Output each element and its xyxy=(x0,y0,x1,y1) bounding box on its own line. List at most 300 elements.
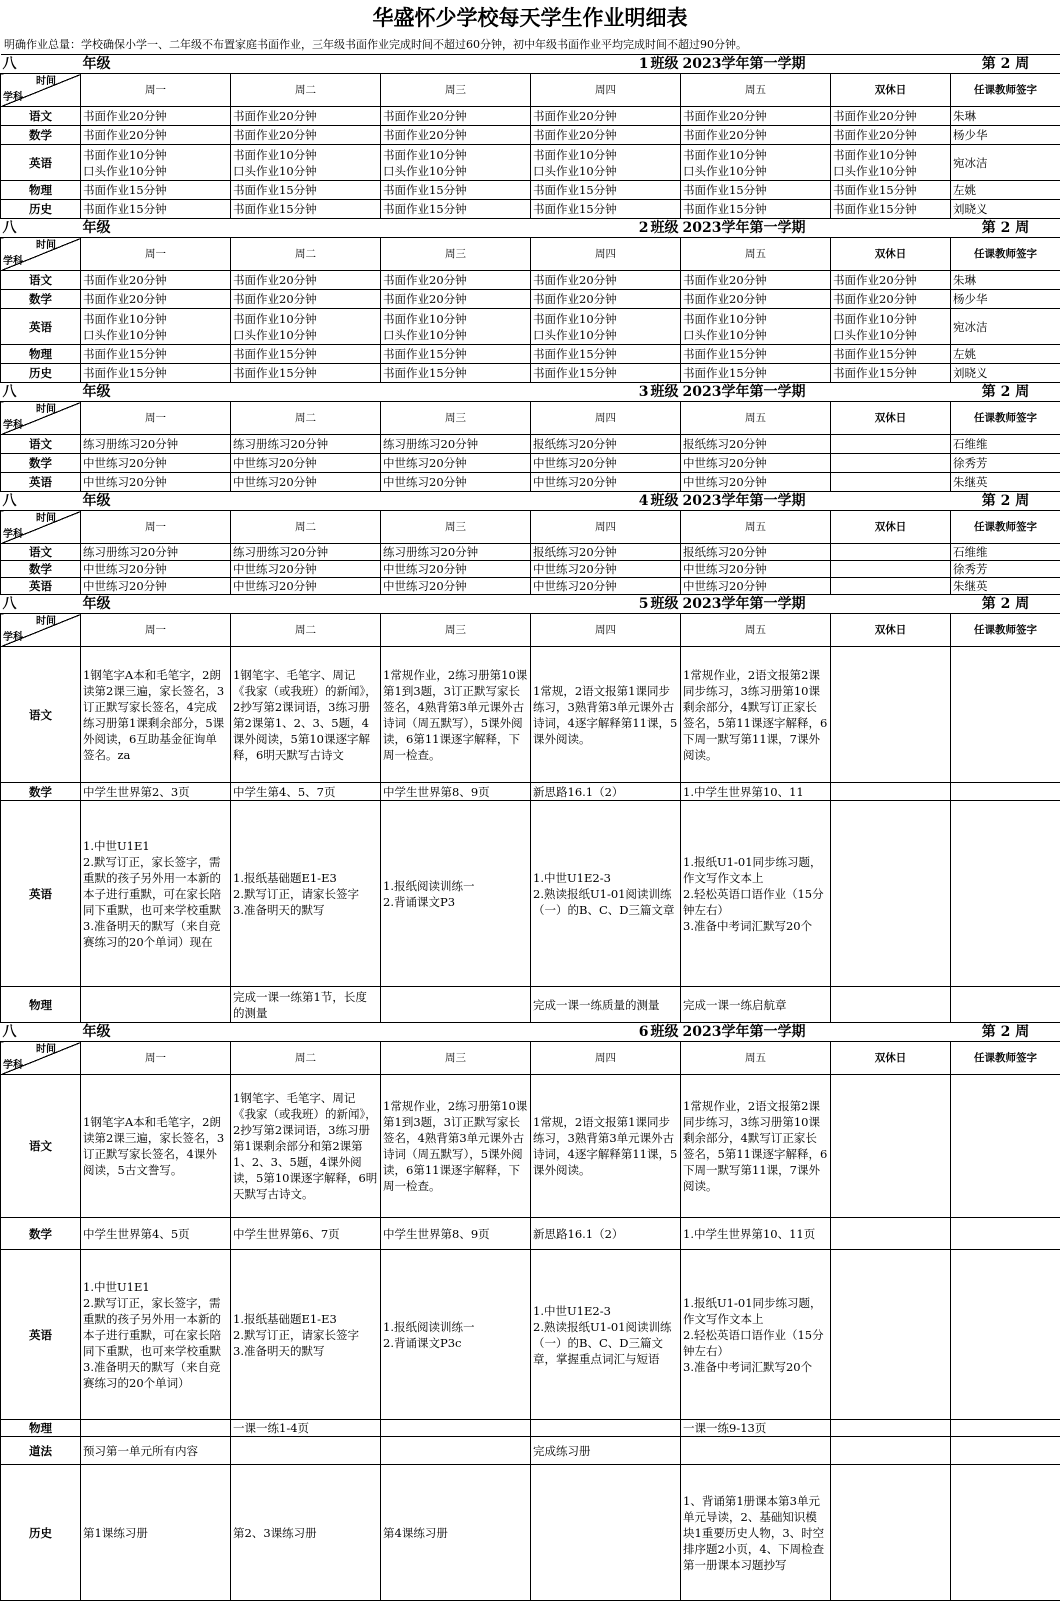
homework-cell: 中世练习20分钟 xyxy=(231,473,381,492)
homework-cell xyxy=(831,454,951,473)
subject-label: 学科 xyxy=(3,527,23,543)
homework-cell xyxy=(831,1250,951,1420)
week-label: 第 2 周 xyxy=(951,219,1060,238)
homework-cell: 新思路16.1（2） xyxy=(531,1218,681,1250)
homework-cell: 中世练习20分钟 xyxy=(381,473,531,492)
homework-cell: 书面作业20分钟 xyxy=(531,126,681,145)
day-heading: 周三 xyxy=(381,511,531,544)
homework-cell xyxy=(831,801,951,987)
class-header-row xyxy=(1,383,1060,402)
teacher-signature: 徐秀芳 xyxy=(951,454,1060,473)
class-header-row xyxy=(1,1023,1060,1042)
subject-row xyxy=(1,544,1060,561)
term-label: 2023学年第一学期 xyxy=(681,219,831,238)
homework-cell: 书面作业20分钟 xyxy=(831,126,951,145)
homework-cell: 完成练习册 xyxy=(531,1437,681,1465)
homework-cell: 书面作业15分钟 xyxy=(381,345,531,364)
homework-cell: 完成一课一练质量的测量 xyxy=(531,987,681,1023)
subject-cell: 数学 xyxy=(1,290,81,309)
grade-number: 八 xyxy=(1,595,81,614)
day-heading: 任课教师签字 xyxy=(951,614,1060,647)
homework-cell xyxy=(831,473,951,492)
day-heading: 任课教师签字 xyxy=(951,238,1060,271)
homework-cell: 书面作业20分钟 xyxy=(831,107,951,126)
teacher-signature xyxy=(951,987,1060,1023)
homework-cell: 书面作业20分钟 xyxy=(381,126,531,145)
teacher-signature: 左姚 xyxy=(951,181,1060,200)
homework-table xyxy=(0,54,1060,1601)
teacher-signature xyxy=(951,1075,1060,1218)
class-number-value: 1 xyxy=(639,56,649,72)
homework-cell: 1.中学生世界第10、11页 xyxy=(681,1218,831,1250)
homework-cell: 1.报纸U1-01同步练习题，作文写作文本上 2.轻松英语口语作业（15分钟左右） 3.准备中考词汇默写20个 xyxy=(681,1250,831,1420)
subject-cell: 英语 xyxy=(1,578,81,595)
subject-label: 学科 xyxy=(3,90,23,106)
day-heading: 周四 xyxy=(531,402,681,435)
time-subject-corner xyxy=(1,402,81,435)
time-subject-corner xyxy=(1,614,81,647)
homework-cell: 书面作业15分钟 xyxy=(831,345,951,364)
homework-cell: 中世练习20分钟 xyxy=(381,454,531,473)
subject-row xyxy=(1,435,1060,454)
day-heading: 双休日 xyxy=(831,238,951,271)
homework-cell xyxy=(831,1420,951,1437)
homework-cell: 书面作业15分钟 xyxy=(231,200,381,219)
homework-cell: 书面作业20分钟 xyxy=(531,290,681,309)
homework-cell: 书面作业10分钟 口头作业10分钟 xyxy=(681,145,831,181)
homework-cell: 书面作业20分钟 xyxy=(681,290,831,309)
homework-cell: 一课一练9-13页 xyxy=(681,1420,831,1437)
homework-cell: 书面作业15分钟 xyxy=(681,181,831,200)
day-heading: 任课教师签字 xyxy=(951,402,1060,435)
subject-row xyxy=(1,309,1060,345)
subject-row xyxy=(1,181,1060,200)
subject-row xyxy=(1,801,1060,987)
day-heading: 双休日 xyxy=(831,402,951,435)
homework-cell: 1常规，2语文报第1课同步练习，3熟背第3单元课外古诗词，4逐字解释第11课，5课外阅读。 xyxy=(531,1075,681,1218)
grade-number: 八 xyxy=(1,219,81,238)
subject-cell: 语文 xyxy=(1,271,81,290)
homework-cell xyxy=(81,1420,231,1437)
class-header-row xyxy=(1,595,1060,614)
subject-row xyxy=(1,364,1060,383)
homework-cell: 中学生世界第2、3页 xyxy=(81,783,231,801)
homework-cell: 中世练习20分钟 xyxy=(531,578,681,595)
homework-cell xyxy=(831,1075,951,1218)
homework-cell: 书面作业15分钟 xyxy=(381,181,531,200)
homework-cell: 练习册练习20分钟 xyxy=(231,435,381,454)
time-subject-corner xyxy=(1,511,81,544)
homework-cell xyxy=(531,1420,681,1437)
homework-tables xyxy=(0,54,1060,1601)
homework-cell: 书面作业15分钟 xyxy=(681,364,831,383)
homework-cell: 书面作业15分钟 xyxy=(381,364,531,383)
homework-cell: 书面作业20分钟 xyxy=(231,290,381,309)
subject-row xyxy=(1,1250,1060,1420)
day-heading: 周五 xyxy=(681,511,831,544)
teacher-signature xyxy=(951,1465,1060,1601)
day-heading: 周三 xyxy=(381,614,531,647)
subject-row xyxy=(1,1075,1060,1218)
subject-row xyxy=(1,126,1060,145)
homework-cell: 中学生世界第6、7页 xyxy=(231,1218,381,1250)
homework-cell: 中学生第4、5、7页 xyxy=(231,783,381,801)
homework-cell: 中世练习20分钟 xyxy=(531,473,681,492)
homework-cell: 书面作业20分钟 xyxy=(231,271,381,290)
day-heading: 周五 xyxy=(681,238,831,271)
grade-number: 八 xyxy=(1,1023,81,1042)
homework-cell: 中学生世界第8、9页 xyxy=(381,783,531,801)
homework-cell: 一课一练1-4页 xyxy=(231,1420,381,1437)
homework-cell: 书面作业20分钟 xyxy=(231,107,381,126)
week-label: 第 2 周 xyxy=(951,1023,1060,1042)
subject-cell: 语文 xyxy=(1,435,81,454)
class-number-value: 3 xyxy=(639,384,649,400)
grade-label: 年级 xyxy=(81,1023,231,1042)
class-number-value: 2 xyxy=(639,220,649,236)
subject-cell: 英语 xyxy=(1,145,81,181)
homework-cell: 报纸练习20分钟 xyxy=(681,435,831,454)
subject-row xyxy=(1,145,1060,181)
teacher-signature: 朱琳 xyxy=(951,107,1060,126)
homework-cell: 1常规作业，2练习册第10课第1到3题，3订正默写家长签名，4熟背第3单元课外古诗词（周五默写），5课外阅读，6第11课逐字解释，下周一检查。 xyxy=(381,647,531,783)
homework-cell: 书面作业10分钟 口头作业10分钟 xyxy=(831,309,951,345)
homework-cell: 1.报纸阅读训练一 2.背诵课文P3c xyxy=(381,1250,531,1420)
homework-cell: 中世练习20分钟 xyxy=(531,561,681,578)
homework-cell: 新思路16.1（2） xyxy=(531,783,681,801)
subject-cell: 英语 xyxy=(1,1250,81,1420)
homework-cell: 1钢笔字A本和毛笔字，2朗读第2课三遍，家长签名，3订正默写家长签名，4课外阅读，5古文誊写。 xyxy=(81,1075,231,1218)
homework-cell: 书面作业15分钟 xyxy=(81,345,231,364)
homework-cell: 1.中世U1E2-3 2.熟读报纸U1-01阅读训练（一）的B、C、D三篇文章，掌握重点词汇与短语 xyxy=(531,1250,681,1420)
workload-note: 明确作业总量：学校确保小学一、二年级不布置家庭书面作业，三年级书面作业完成时间不超过60分钟，初中年级书面作业平均完成时间不超过90分钟。 xyxy=(0,36,1060,54)
day-heading: 周二 xyxy=(231,511,381,544)
day-heading: 周四 xyxy=(531,74,681,107)
class-number-value: 6 xyxy=(639,1024,649,1040)
class-header-row xyxy=(1,492,1060,511)
homework-cell: 完成一课一练第1节，长度的测量 xyxy=(231,987,381,1023)
day-heading: 周二 xyxy=(231,74,381,107)
class-number-value: 5 xyxy=(639,596,649,612)
day-heading: 周三 xyxy=(381,74,531,107)
subject-cell: 物理 xyxy=(1,987,81,1023)
day-header-row xyxy=(1,74,1060,107)
homework-cell: 书面作业15分钟 xyxy=(231,345,381,364)
homework-cell: 中世练习20分钟 xyxy=(381,561,531,578)
homework-cell xyxy=(381,1420,531,1437)
day-heading: 周五 xyxy=(681,402,831,435)
subject-row xyxy=(1,200,1060,219)
subject-cell: 历史 xyxy=(1,200,81,219)
subject-cell: 数学 xyxy=(1,561,81,578)
day-heading: 周三 xyxy=(381,402,531,435)
homework-cell xyxy=(831,1218,951,1250)
homework-cell: 中世练习20分钟 xyxy=(81,473,231,492)
term-label: 2023学年第一学期 xyxy=(681,1023,831,1042)
subject-row xyxy=(1,987,1060,1023)
time-label: 时间 xyxy=(36,511,56,527)
homework-cell: 书面作业20分钟 xyxy=(531,107,681,126)
subject-label: 学科 xyxy=(3,1058,23,1074)
day-header-row xyxy=(1,402,1060,435)
homework-cell: 书面作业20分钟 xyxy=(681,126,831,145)
time-label: 时间 xyxy=(36,402,56,418)
homework-cell xyxy=(681,1437,831,1465)
homework-cell: 第1课练习册 xyxy=(81,1465,231,1601)
homework-cell xyxy=(831,544,951,561)
homework-cell: 中世练习20分钟 xyxy=(681,473,831,492)
homework-cell: 中世练习20分钟 xyxy=(231,578,381,595)
day-heading: 周四 xyxy=(531,238,681,271)
homework-cell: 中世练习20分钟 xyxy=(231,454,381,473)
class-number-value: 4 xyxy=(639,493,649,509)
subject-cell: 语文 xyxy=(1,1075,81,1218)
subject-row xyxy=(1,1465,1060,1601)
homework-cell xyxy=(231,1437,381,1465)
teacher-signature: 徐秀芳 xyxy=(951,561,1060,578)
class-number xyxy=(231,383,681,402)
homework-cell: 中世练习20分钟 xyxy=(381,578,531,595)
grade-label: 年级 xyxy=(81,383,231,402)
homework-cell: 书面作业10分钟 口头作业10分钟 xyxy=(531,309,681,345)
homework-cell: 第4课练习册 xyxy=(381,1465,531,1601)
homework-cell: 中世练习20分钟 xyxy=(681,578,831,595)
homework-cell: 1钢笔字A本和毛笔字，2朗读第2课三遍，家长签名，3订正默写家长签名，4完成练习册第1课剩余部分，5课外阅读，6互助基金征询单签名。za xyxy=(81,647,231,783)
homework-cell: 1钢笔字、毛笔字、周记《我家（或我班）的新闻》，2抄写第2课词语，3练习册第2课第1、2、3、5题，4课外阅读，5第10课逐字解释，6明天默写古诗文 xyxy=(231,647,381,783)
time-label: 时间 xyxy=(36,614,56,630)
homework-cell: 书面作业20分钟 xyxy=(831,271,951,290)
term-label: 2023学年第一学期 xyxy=(681,492,831,511)
homework-cell xyxy=(831,1437,951,1465)
homework-cell: 书面作业20分钟 xyxy=(681,107,831,126)
subject-row xyxy=(1,271,1060,290)
day-heading: 周三 xyxy=(381,238,531,271)
term-label: 2023学年第一学期 xyxy=(681,55,831,74)
subject-cell: 语文 xyxy=(1,107,81,126)
subject-cell: 道法 xyxy=(1,1437,81,1465)
homework-cell xyxy=(531,1465,681,1601)
homework-cell: 书面作业15分钟 xyxy=(531,200,681,219)
day-heading: 周一 xyxy=(81,614,231,647)
day-heading: 周二 xyxy=(231,238,381,271)
teacher-signature: 石维维 xyxy=(951,435,1060,454)
day-heading: 周一 xyxy=(81,1042,231,1075)
homework-cell xyxy=(831,561,951,578)
grade-number: 八 xyxy=(1,492,81,511)
homework-cell: 中学生世界第8、9页 xyxy=(381,1218,531,1250)
teacher-signature: 朱继英 xyxy=(951,473,1060,492)
day-heading: 周三 xyxy=(381,1042,531,1075)
homework-cell: 书面作业10分钟 口头作业10分钟 xyxy=(531,145,681,181)
homework-cell: 1.报纸基础题E1-E3 2.默写订正，请家长签字 3.准备明天的默写 xyxy=(231,801,381,987)
homework-cell: 书面作业15分钟 xyxy=(381,200,531,219)
class-number xyxy=(231,1023,681,1042)
day-heading: 周一 xyxy=(81,238,231,271)
subject-row xyxy=(1,1437,1060,1465)
day-heading: 周四 xyxy=(531,1042,681,1075)
time-subject-corner xyxy=(1,238,81,271)
subject-label: 学科 xyxy=(3,254,23,270)
day-heading: 周二 xyxy=(231,614,381,647)
teacher-signature xyxy=(951,1218,1060,1250)
homework-cell xyxy=(381,987,531,1023)
homework-cell xyxy=(831,578,951,595)
subject-label: 学科 xyxy=(3,418,23,434)
class-label: 班级 xyxy=(651,56,679,72)
day-heading: 周五 xyxy=(681,74,831,107)
homework-cell: 书面作业15分钟 xyxy=(81,181,231,200)
homework-cell: 书面作业20分钟 xyxy=(681,271,831,290)
day-header-row xyxy=(1,1042,1060,1075)
day-heading: 任课教师签字 xyxy=(951,1042,1060,1075)
subject-cell: 英语 xyxy=(1,801,81,987)
homework-cell: 书面作业15分钟 xyxy=(831,200,951,219)
teacher-signature: 刘晓义 xyxy=(951,200,1060,219)
homework-cell: 书面作业15分钟 xyxy=(681,345,831,364)
day-heading: 任课教师签字 xyxy=(951,74,1060,107)
homework-cell: 1.中学生世界第10、11 xyxy=(681,783,831,801)
term-label: 2023学年第一学期 xyxy=(681,595,831,614)
teacher-signature xyxy=(951,1437,1060,1465)
homework-cell xyxy=(831,1465,951,1601)
teacher-signature: 刘晓义 xyxy=(951,364,1060,383)
homework-cell: 书面作业15分钟 xyxy=(831,364,951,383)
day-heading: 双休日 xyxy=(831,511,951,544)
subject-cell: 语文 xyxy=(1,544,81,561)
teacher-signature xyxy=(951,1250,1060,1420)
teacher-signature: 宛冰洁 xyxy=(951,309,1060,345)
homework-cell: 1.中世U1E2-3 2.熟读报纸U1-01阅读训练（一）的B、C、D三篇文章 xyxy=(531,801,681,987)
homework-cell: 中世练习20分钟 xyxy=(231,561,381,578)
class-header-row xyxy=(1,55,1060,74)
grade-label: 年级 xyxy=(81,219,231,238)
homework-cell: 书面作业15分钟 xyxy=(531,364,681,383)
homework-cell: 1.中世U1E1 2.默写订正，家长签字，需重默的孩子另外用一本新的本子进行重默，可在家长陪同下重默，也可来学校重默 3.准备明天的默写（来自竞赛练习的20个单词）现在 xyxy=(81,801,231,987)
homework-cell: 1.报纸U1-01同步练习题，作文写作文本上 2.轻松英语口语作业（15分钟左右） 3.准备中考词汇默写20个 xyxy=(681,801,831,987)
homework-cell: 书面作业10分钟 口头作业10分钟 xyxy=(231,145,381,181)
subject-row xyxy=(1,578,1060,595)
homework-cell: 练习册练习20分钟 xyxy=(81,544,231,561)
homework-cell: 报纸练习20分钟 xyxy=(531,544,681,561)
homework-cell: 书面作业15分钟 xyxy=(831,181,951,200)
subject-cell: 数学 xyxy=(1,783,81,801)
homework-cell xyxy=(81,987,231,1023)
subject-cell: 英语 xyxy=(1,473,81,492)
subject-cell: 物理 xyxy=(1,345,81,364)
subject-cell: 数学 xyxy=(1,1218,81,1250)
homework-cell: 练习册练习20分钟 xyxy=(231,544,381,561)
homework-cell: 书面作业20分钟 xyxy=(381,290,531,309)
day-heading: 周二 xyxy=(231,402,381,435)
homework-cell: 书面作业10分钟 口头作业10分钟 xyxy=(831,145,951,181)
homework-cell: 练习册练习20分钟 xyxy=(81,435,231,454)
homework-cell: 书面作业15分钟 xyxy=(681,200,831,219)
teacher-signature: 朱继英 xyxy=(951,578,1060,595)
homework-cell: 1、背诵第1册课本第3单元单元导读，2、基础知识模块1重要历史人物，3、时空排序题2小页，4、下周检查第一册课本习题抄写 xyxy=(681,1465,831,1601)
homework-cell xyxy=(831,647,951,783)
term-label: 2023学年第一学期 xyxy=(681,383,831,402)
teacher-signature: 杨少华 xyxy=(951,290,1060,309)
homework-cell: 书面作业20分钟 xyxy=(231,126,381,145)
day-heading: 周一 xyxy=(81,511,231,544)
class-label: 班级 xyxy=(651,384,679,400)
teacher-signature: 朱琳 xyxy=(951,271,1060,290)
homework-cell: 中学生世界第4、5页 xyxy=(81,1218,231,1250)
homework-cell: 1.报纸基础题E1-E3 2.默写订正，请家长签字 3.准备明天的默写 xyxy=(231,1250,381,1420)
homework-cell: 书面作业10分钟 口头作业10分钟 xyxy=(381,145,531,181)
subject-cell: 历史 xyxy=(1,364,81,383)
homework-cell: 中世练习20分钟 xyxy=(681,454,831,473)
homework-cell: 书面作业15分钟 xyxy=(531,345,681,364)
homework-cell: 1常规，2语文报第1课同步练习，3熟背第3单元课外古诗词，4逐字解释第11课，5课外阅读。 xyxy=(531,647,681,783)
homework-cell: 书面作业15分钟 xyxy=(531,181,681,200)
day-heading: 周四 xyxy=(531,511,681,544)
subject-row xyxy=(1,473,1060,492)
homework-cell: 1.中世U1E1 2.默写订正，家长签字，需重默的孩子另外用一本新的本子进行重默，可在家长陪同下重默，也可来学校重默 3.准备明天的默写（来自竞赛练习的20个单词） xyxy=(81,1250,231,1420)
day-heading: 任课教师签字 xyxy=(951,511,1060,544)
teacher-signature xyxy=(951,647,1060,783)
subject-cell: 数学 xyxy=(1,454,81,473)
homework-cell: 书面作业15分钟 xyxy=(81,364,231,383)
grade-label: 年级 xyxy=(81,55,231,74)
homework-cell: 第2、3课练习册 xyxy=(231,1465,381,1601)
homework-cell: 书面作业20分钟 xyxy=(81,290,231,309)
day-heading: 周一 xyxy=(81,402,231,435)
subject-row xyxy=(1,1218,1060,1250)
class-number xyxy=(231,219,681,238)
homework-cell xyxy=(831,987,951,1023)
homework-cell: 练习册练习20分钟 xyxy=(381,435,531,454)
homework-cell: 书面作业10分钟 口头作业10分钟 xyxy=(381,309,531,345)
class-label: 班级 xyxy=(651,220,679,236)
homework-cell: 中世练习20分钟 xyxy=(81,578,231,595)
homework-cell: 书面作业20分钟 xyxy=(81,126,231,145)
grade-label: 年级 xyxy=(81,492,231,511)
homework-cell: 中世练习20分钟 xyxy=(81,561,231,578)
homework-cell: 书面作业15分钟 xyxy=(231,364,381,383)
homework-cell: 中世练习20分钟 xyxy=(81,454,231,473)
grade-number: 八 xyxy=(1,383,81,402)
homework-cell xyxy=(831,783,951,801)
teacher-signature: 石维维 xyxy=(951,544,1060,561)
homework-cell: 1常规作业，2语文报第2课同步练习，3练习册第10课剩余部分，4默写订正家长签名，5第11课逐字解释，6下周一默写第11课，7课外阅读。 xyxy=(681,1075,831,1218)
teacher-signature: 左姚 xyxy=(951,345,1060,364)
subject-cell: 语文 xyxy=(1,647,81,783)
homework-cell: 书面作业15分钟 xyxy=(81,200,231,219)
page-title: 华盛怀少学校每天学生作业明细表 xyxy=(0,0,1060,36)
class-number xyxy=(231,595,681,614)
subject-cell: 物理 xyxy=(1,1420,81,1437)
class-label: 班级 xyxy=(651,596,679,612)
week-label: 第 2 周 xyxy=(951,492,1060,511)
homework-cell: 中世练习20分钟 xyxy=(531,454,681,473)
homework-cell: 1.报纸阅读训练一 2.背诵课文P3 xyxy=(381,801,531,987)
day-heading: 双休日 xyxy=(831,74,951,107)
subject-cell: 物理 xyxy=(1,181,81,200)
day-heading: 周五 xyxy=(681,1042,831,1075)
day-header-row xyxy=(1,511,1060,544)
time-subject-corner xyxy=(1,74,81,107)
subject-row xyxy=(1,1420,1060,1437)
day-heading: 周一 xyxy=(81,74,231,107)
day-heading: 双休日 xyxy=(831,614,951,647)
homework-cell: 书面作业20分钟 xyxy=(381,107,531,126)
homework-cell: 书面作业15分钟 xyxy=(231,181,381,200)
class-number xyxy=(231,492,681,511)
day-heading: 周二 xyxy=(231,1042,381,1075)
subject-cell: 数学 xyxy=(1,126,81,145)
homework-cell: 书面作业20分钟 xyxy=(381,271,531,290)
